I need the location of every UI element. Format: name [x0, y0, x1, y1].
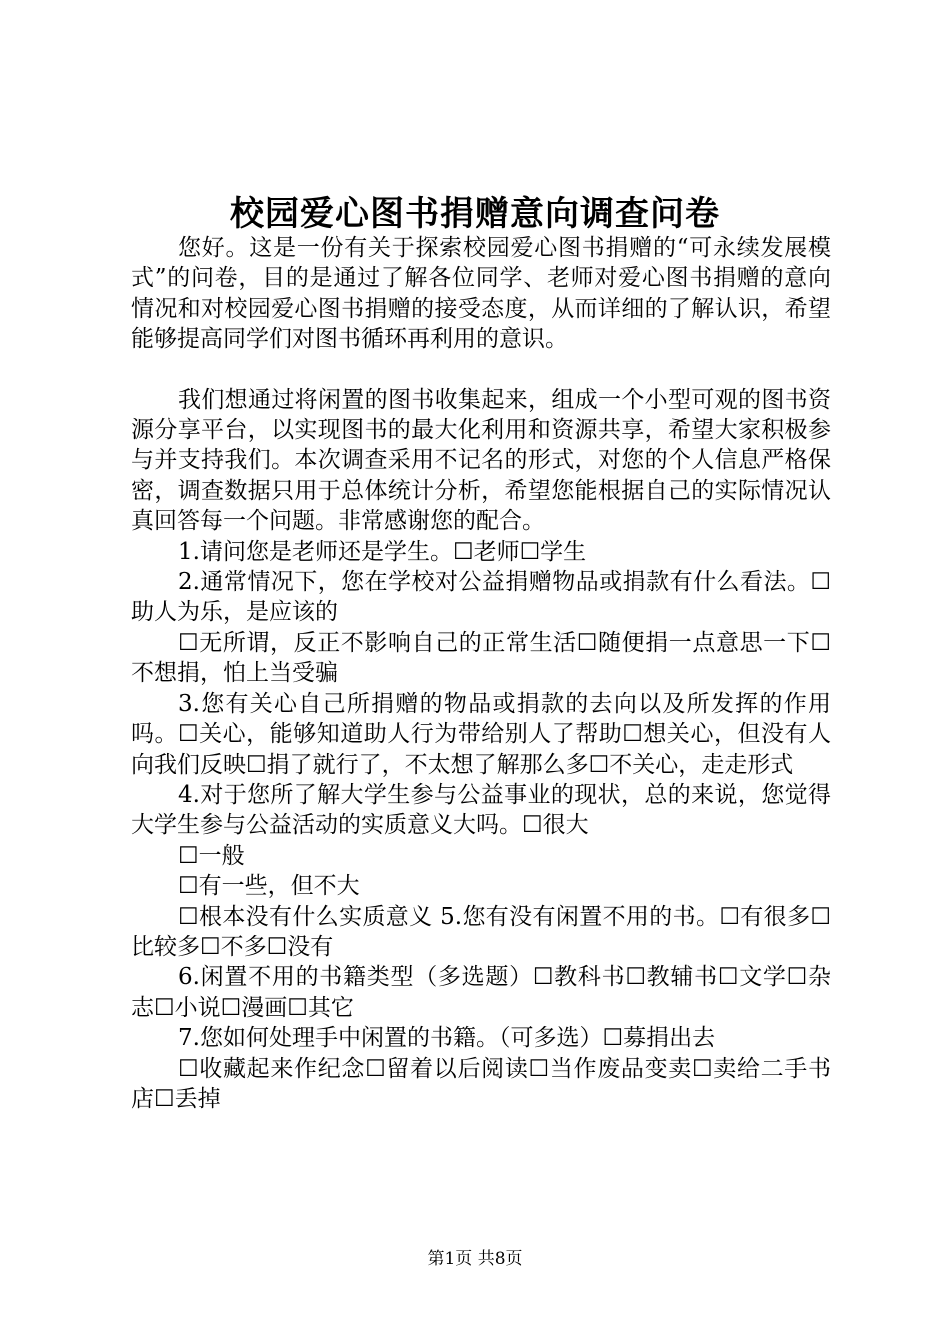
intro-paragraph-1: 您好。这是一份有关于探索校园爱心图书捐赠的“可永续发展模式”的问卷，目的是通过了解各位同学、老师对爱心图书捐赠的意向情况和对校园爱心图书捐赠的接受态度，从而详细的了解认识，希望能够提高同学们对图书循环再利用的意识。 — [131, 235, 831, 353]
question-4-option-4-and-question-5: ☐根本没有什么实质意义 5.您有没有闲置不用的书。☐有很多☐比较多☐不多☐没有 — [131, 903, 831, 960]
question-7-options: ☐收藏起来作纪念☐留着以后阅读☐当作废品变卖☐卖给二手书店☐丢掉 — [131, 1055, 831, 1112]
document-body — [131, 233, 831, 1114]
intro-paragraph-2: 我们想通过将闲置的图书收集起来，组成一个小型可观的图书资源分享平台，以实现图书的最大化利用和资源共享，希望大家积极参与并支持我们。本次调查采用不记名的形式，对您的个人信息严格保密，调查数据只用于总体统计分析，希望您能根据自己的实际情况认真回答每一个问题。非常感谢您的配合。 — [131, 386, 831, 535]
question-4-option-3: ☐有一些，但不大 — [178, 873, 360, 900]
question-2-options: ☐无所谓，反正不影响自己的正常生活☐随便捐一点意思一下☐不想捐，怕上当受骗 — [131, 629, 831, 687]
question-4-option-2: ☐一般 — [178, 842, 245, 869]
paragraph-gap — [131, 355, 831, 385]
question-1: 1.请问您是老师还是学生。☐老师☐学生 — [178, 538, 587, 565]
page-footer: 第1页 共8页 — [427, 1249, 523, 1269]
question-7: 7.您如何处理手中闲置的书籍。（可多选）☐募捐出去 — [178, 1025, 716, 1052]
question-2: 2.通常情况下，您在学校对公益捐赠物品或捐款有什么看法。☐助人为乐，是应该的 — [131, 569, 831, 626]
question-3: 3.您有关心自己所捐赠的物品或捐款的去向以及所发挥的作用吗。☐关心，能够知道助人行为带给别人了帮助☐想关心，但没有人向我们反映☐捐了就行了，不太想了解那么多☐不关心，走走形式 — [131, 690, 831, 778]
question-6: 6.闲置不用的书籍类型（多选题）☐教科书☐教辅书☐文学☐杂志☐小说☐漫画☐其它 — [131, 964, 831, 1021]
question-4: 4.对于您所了解大学生参与公益事业的现状，总的来说，您觉得大学生参与公益活动的实质意义大吗。☐很大 — [131, 781, 831, 839]
document-title: 校园爱心图书捐赠意向调查问卷 — [230, 194, 720, 234]
